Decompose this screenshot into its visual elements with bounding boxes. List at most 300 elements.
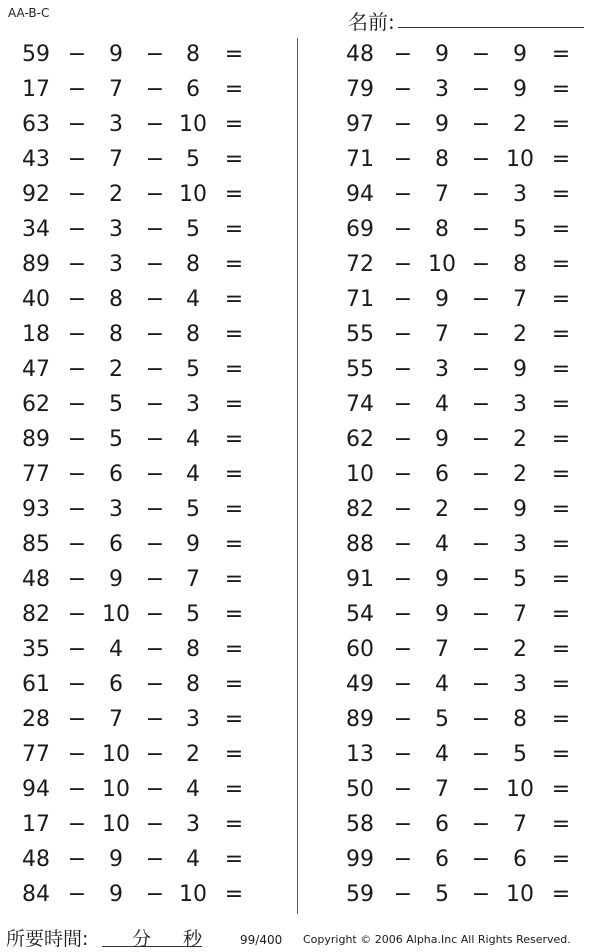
minuend: 58 bbox=[346, 812, 374, 837]
minus-sign: − bbox=[471, 567, 491, 592]
name-label: 名前: bbox=[348, 10, 395, 34]
first-subtrahend: 3 bbox=[109, 112, 123, 137]
first-subtrahend: 4 bbox=[435, 392, 449, 417]
minus-sign: − bbox=[67, 777, 87, 802]
minus-sign: − bbox=[393, 217, 413, 242]
second-subtrahend: 2 bbox=[513, 462, 527, 487]
problem-row bbox=[0, 178, 296, 213]
second-subtrahend: 10 bbox=[179, 882, 207, 907]
minus-sign: − bbox=[393, 637, 413, 662]
second-subtrahend: 9 bbox=[186, 532, 200, 557]
minus-sign: − bbox=[393, 392, 413, 417]
first-subtrahend: 9 bbox=[435, 567, 449, 592]
minus-sign: − bbox=[67, 287, 87, 312]
right-problem-column bbox=[300, 38, 600, 913]
minuend: 63 bbox=[22, 112, 50, 137]
first-subtrahend: 9 bbox=[435, 42, 449, 67]
first-subtrahend: 7 bbox=[109, 77, 123, 102]
equals-sign: = bbox=[551, 392, 571, 417]
second-subtrahend: 3 bbox=[513, 392, 527, 417]
minus-sign: − bbox=[145, 77, 165, 102]
minus-sign: − bbox=[67, 357, 87, 382]
minus-sign: − bbox=[145, 602, 165, 627]
minus-sign: − bbox=[393, 357, 413, 382]
problem-row bbox=[0, 38, 296, 73]
minuend: 48 bbox=[22, 567, 50, 592]
minus-sign: − bbox=[471, 217, 491, 242]
minus-sign: − bbox=[67, 462, 87, 487]
equals-sign: = bbox=[551, 742, 571, 767]
minuend: 43 bbox=[22, 147, 50, 172]
second-subtrahend: 2 bbox=[513, 427, 527, 452]
second-subtrahend: 9 bbox=[513, 357, 527, 382]
left-problem-column bbox=[0, 38, 296, 913]
problem-row bbox=[0, 388, 296, 423]
minus-sign: − bbox=[67, 602, 87, 627]
minus-sign: − bbox=[471, 77, 491, 102]
minus-sign: − bbox=[393, 182, 413, 207]
equals-sign: = bbox=[224, 532, 244, 557]
copyright-notice: Copyright © 2006 Alpha.Inc All Rights Reserved. bbox=[303, 933, 571, 946]
second-subtrahend: 4 bbox=[186, 287, 200, 312]
equals-sign: = bbox=[224, 637, 244, 662]
equals-sign: = bbox=[551, 672, 571, 697]
first-subtrahend: 9 bbox=[109, 847, 123, 872]
first-subtrahend: 2 bbox=[435, 497, 449, 522]
minuend: 94 bbox=[346, 182, 374, 207]
problem-row bbox=[300, 38, 600, 73]
minus-sign: − bbox=[67, 812, 87, 837]
first-subtrahend: 9 bbox=[435, 287, 449, 312]
minus-sign: − bbox=[145, 882, 165, 907]
first-subtrahend: 7 bbox=[109, 147, 123, 172]
first-subtrahend: 5 bbox=[109, 392, 123, 417]
equals-sign: = bbox=[224, 777, 244, 802]
footer bbox=[0, 920, 600, 952]
equals-sign: = bbox=[551, 847, 571, 872]
minus-sign: − bbox=[393, 427, 413, 452]
minus-sign: − bbox=[145, 567, 165, 592]
first-subtrahend: 6 bbox=[109, 462, 123, 487]
first-subtrahend: 5 bbox=[435, 882, 449, 907]
equals-sign: = bbox=[551, 882, 571, 907]
equals-sign: = bbox=[224, 707, 244, 732]
second-subtrahend: 5 bbox=[513, 217, 527, 242]
first-subtrahend: 6 bbox=[109, 532, 123, 557]
second-subtrahend: 3 bbox=[186, 707, 200, 732]
minus-sign: − bbox=[67, 147, 87, 172]
minus-sign: − bbox=[471, 182, 491, 207]
minus-sign: − bbox=[393, 742, 413, 767]
minus-sign: − bbox=[67, 42, 87, 67]
equals-sign: = bbox=[551, 182, 571, 207]
problem-row bbox=[0, 633, 296, 668]
problem-row bbox=[0, 528, 296, 563]
first-subtrahend: 7 bbox=[435, 637, 449, 662]
equals-sign: = bbox=[551, 77, 571, 102]
problem-row bbox=[0, 843, 296, 878]
minus-sign: − bbox=[145, 707, 165, 732]
equals-sign: = bbox=[551, 532, 571, 557]
problem-row bbox=[300, 248, 600, 283]
minus-sign: − bbox=[67, 252, 87, 277]
problem-row bbox=[0, 598, 296, 633]
minuend: 48 bbox=[22, 847, 50, 872]
first-subtrahend: 4 bbox=[435, 672, 449, 697]
problem-row bbox=[0, 738, 296, 773]
minuend: 62 bbox=[346, 427, 374, 452]
minuend: 91 bbox=[346, 567, 374, 592]
minuend: 99 bbox=[346, 847, 374, 872]
equals-sign: = bbox=[224, 497, 244, 522]
minuend: 47 bbox=[22, 357, 50, 382]
first-subtrahend: 3 bbox=[435, 77, 449, 102]
minuend: 85 bbox=[22, 532, 50, 557]
minus-sign: − bbox=[67, 427, 87, 452]
equals-sign: = bbox=[224, 217, 244, 242]
first-subtrahend: 4 bbox=[109, 637, 123, 662]
problem-row bbox=[0, 668, 296, 703]
first-subtrahend: 6 bbox=[109, 672, 123, 697]
minuend: 74 bbox=[346, 392, 374, 417]
second-subtrahend: 8 bbox=[513, 707, 527, 732]
equals-sign: = bbox=[551, 322, 571, 347]
minus-sign: − bbox=[393, 567, 413, 592]
first-subtrahend: 3 bbox=[109, 252, 123, 277]
second-subtrahend: 4 bbox=[186, 847, 200, 872]
problem-row bbox=[0, 878, 296, 913]
equals-sign: = bbox=[224, 77, 244, 102]
first-subtrahend: 5 bbox=[109, 427, 123, 452]
minuend: 72 bbox=[346, 252, 374, 277]
equals-sign: = bbox=[551, 287, 571, 312]
minus-sign: − bbox=[393, 532, 413, 557]
minuend: 77 bbox=[22, 742, 50, 767]
minuend: 10 bbox=[346, 462, 374, 487]
second-subtrahend: 7 bbox=[513, 287, 527, 312]
minuend: 50 bbox=[346, 777, 374, 802]
minus-sign: − bbox=[393, 322, 413, 347]
minuend: 55 bbox=[346, 322, 374, 347]
minus-sign: − bbox=[393, 147, 413, 172]
first-subtrahend: 10 bbox=[428, 252, 456, 277]
minus-sign: − bbox=[67, 322, 87, 347]
minuend: 49 bbox=[346, 672, 374, 697]
minus-sign: − bbox=[67, 182, 87, 207]
minuend: 48 bbox=[346, 42, 374, 67]
minuend: 82 bbox=[22, 602, 50, 627]
minus-sign: − bbox=[471, 462, 491, 487]
minus-sign: − bbox=[145, 357, 165, 382]
minus-sign: − bbox=[67, 882, 87, 907]
second-subtrahend: 6 bbox=[513, 847, 527, 872]
problem-row bbox=[300, 318, 600, 353]
first-subtrahend: 10 bbox=[102, 812, 130, 837]
equals-sign: = bbox=[551, 812, 571, 837]
minus-sign: − bbox=[393, 497, 413, 522]
first-subtrahend: 6 bbox=[435, 812, 449, 837]
minuend: 88 bbox=[346, 532, 374, 557]
second-subtrahend: 8 bbox=[186, 672, 200, 697]
problem-row bbox=[300, 598, 600, 633]
minus-sign: − bbox=[145, 777, 165, 802]
minus-sign: − bbox=[67, 707, 87, 732]
first-subtrahend: 2 bbox=[109, 357, 123, 382]
first-subtrahend: 9 bbox=[109, 882, 123, 907]
minus-sign: − bbox=[67, 567, 87, 592]
minus-sign: − bbox=[145, 812, 165, 837]
minus-sign: − bbox=[393, 602, 413, 627]
first-subtrahend: 9 bbox=[435, 112, 449, 137]
minus-sign: − bbox=[471, 497, 491, 522]
equals-sign: = bbox=[224, 567, 244, 592]
second-subtrahend: 2 bbox=[513, 637, 527, 662]
equals-sign: = bbox=[224, 602, 244, 627]
minus-sign: − bbox=[67, 742, 87, 767]
equals-sign: = bbox=[551, 112, 571, 137]
minus-sign: − bbox=[67, 392, 87, 417]
minus-sign: − bbox=[393, 287, 413, 312]
first-subtrahend: 7 bbox=[109, 707, 123, 732]
second-subtrahend: 7 bbox=[513, 602, 527, 627]
problem-row bbox=[300, 108, 600, 143]
minus-sign: − bbox=[67, 637, 87, 662]
first-subtrahend: 8 bbox=[435, 217, 449, 242]
minuend: 62 bbox=[22, 392, 50, 417]
column-divider bbox=[297, 38, 298, 914]
second-subtrahend: 3 bbox=[186, 812, 200, 837]
minuend: 60 bbox=[346, 637, 374, 662]
first-subtrahend: 10 bbox=[102, 777, 130, 802]
minus-sign: − bbox=[67, 77, 87, 102]
problem-row bbox=[0, 143, 296, 178]
minus-sign: − bbox=[393, 112, 413, 137]
second-subtrahend: 6 bbox=[186, 77, 200, 102]
second-subtrahend: 3 bbox=[513, 532, 527, 557]
minus-sign: − bbox=[471, 812, 491, 837]
minuend: 94 bbox=[22, 777, 50, 802]
minus-sign: − bbox=[145, 427, 165, 452]
problem-row bbox=[0, 773, 296, 808]
minus-sign: − bbox=[471, 112, 491, 137]
problem-row bbox=[0, 563, 296, 598]
second-subtrahend: 5 bbox=[186, 602, 200, 627]
minus-sign: − bbox=[393, 42, 413, 67]
problem-row bbox=[0, 108, 296, 143]
problem-row bbox=[300, 493, 600, 528]
first-subtrahend: 10 bbox=[102, 742, 130, 767]
problem-row bbox=[300, 458, 600, 493]
minuend: 93 bbox=[22, 497, 50, 522]
minus-sign: − bbox=[393, 672, 413, 697]
second-subtrahend: 3 bbox=[513, 182, 527, 207]
minus-sign: − bbox=[471, 322, 491, 347]
minus-sign: − bbox=[67, 847, 87, 872]
equals-sign: = bbox=[551, 462, 571, 487]
second-subtrahend: 4 bbox=[186, 777, 200, 802]
equals-sign: = bbox=[551, 707, 571, 732]
minus-sign: − bbox=[471, 742, 491, 767]
minuend: 40 bbox=[22, 287, 50, 312]
minus-sign: − bbox=[471, 707, 491, 732]
minus-sign: − bbox=[393, 462, 413, 487]
second-subtrahend: 5 bbox=[513, 567, 527, 592]
minus-sign: − bbox=[471, 392, 491, 417]
equals-sign: = bbox=[224, 462, 244, 487]
minutes-label: 分 bbox=[132, 928, 152, 950]
minus-sign: − bbox=[393, 707, 413, 732]
minus-sign: − bbox=[145, 147, 165, 172]
equals-sign: = bbox=[224, 252, 244, 277]
minuend: 55 bbox=[346, 357, 374, 382]
second-subtrahend: 7 bbox=[513, 812, 527, 837]
problem-row bbox=[300, 843, 600, 878]
problem-row bbox=[0, 808, 296, 843]
problem-row bbox=[300, 143, 600, 178]
second-subtrahend: 4 bbox=[186, 462, 200, 487]
equals-sign: = bbox=[224, 392, 244, 417]
minus-sign: − bbox=[471, 427, 491, 452]
minus-sign: − bbox=[67, 217, 87, 242]
minuend: 59 bbox=[346, 882, 374, 907]
seconds-label: 秒 bbox=[183, 928, 203, 950]
equals-sign: = bbox=[551, 357, 571, 382]
equals-sign: = bbox=[224, 812, 244, 837]
minuend: 71 bbox=[346, 287, 374, 312]
minus-sign: − bbox=[145, 217, 165, 242]
second-subtrahend: 5 bbox=[186, 147, 200, 172]
first-subtrahend: 8 bbox=[435, 147, 449, 172]
first-subtrahend: 8 bbox=[109, 287, 123, 312]
minuend: 84 bbox=[22, 882, 50, 907]
first-subtrahend: 3 bbox=[109, 217, 123, 242]
equals-sign: = bbox=[551, 777, 571, 802]
equals-sign: = bbox=[224, 672, 244, 697]
minus-sign: − bbox=[67, 672, 87, 697]
minus-sign: − bbox=[67, 112, 87, 137]
second-subtrahend: 10 bbox=[506, 147, 534, 172]
problem-row bbox=[300, 73, 600, 108]
second-subtrahend: 4 bbox=[186, 427, 200, 452]
problem-row bbox=[300, 633, 600, 668]
minuend: 34 bbox=[22, 217, 50, 242]
first-subtrahend: 7 bbox=[435, 777, 449, 802]
second-subtrahend: 8 bbox=[186, 252, 200, 277]
second-subtrahend: 10 bbox=[506, 882, 534, 907]
minuend: 82 bbox=[346, 497, 374, 522]
problem-row bbox=[0, 73, 296, 108]
minus-sign: − bbox=[145, 42, 165, 67]
first-subtrahend: 4 bbox=[435, 532, 449, 557]
first-subtrahend: 4 bbox=[435, 742, 449, 767]
problem-row bbox=[0, 248, 296, 283]
equals-sign: = bbox=[551, 602, 571, 627]
second-subtrahend: 5 bbox=[513, 742, 527, 767]
name-input-line[interactable] bbox=[398, 27, 584, 28]
equals-sign: = bbox=[551, 252, 571, 277]
equals-sign: = bbox=[551, 427, 571, 452]
second-subtrahend: 10 bbox=[506, 777, 534, 802]
second-subtrahend: 8 bbox=[186, 322, 200, 347]
minus-sign: − bbox=[471, 252, 491, 277]
first-subtrahend: 3 bbox=[435, 357, 449, 382]
second-subtrahend: 9 bbox=[513, 77, 527, 102]
minus-sign: − bbox=[471, 357, 491, 382]
minus-sign: − bbox=[393, 777, 413, 802]
problem-row bbox=[300, 808, 600, 843]
problem-row bbox=[0, 423, 296, 458]
problem-row bbox=[0, 353, 296, 388]
minus-sign: − bbox=[471, 847, 491, 872]
equals-sign: = bbox=[224, 427, 244, 452]
minus-sign: − bbox=[471, 42, 491, 67]
minus-sign: − bbox=[393, 77, 413, 102]
minus-sign: − bbox=[145, 392, 165, 417]
problem-row bbox=[300, 353, 600, 388]
first-subtrahend: 6 bbox=[435, 847, 449, 872]
first-subtrahend: 7 bbox=[435, 322, 449, 347]
minuend: 79 bbox=[346, 77, 374, 102]
equals-sign: = bbox=[224, 882, 244, 907]
problem-row bbox=[0, 493, 296, 528]
equals-sign: = bbox=[224, 847, 244, 872]
minus-sign: − bbox=[145, 182, 165, 207]
equals-sign: = bbox=[551, 567, 571, 592]
first-subtrahend: 9 bbox=[109, 567, 123, 592]
equals-sign: = bbox=[224, 322, 244, 347]
second-subtrahend: 3 bbox=[186, 392, 200, 417]
problem-row bbox=[0, 458, 296, 493]
minuend: 13 bbox=[346, 742, 374, 767]
first-subtrahend: 9 bbox=[109, 42, 123, 67]
problem-row bbox=[300, 738, 600, 773]
problem-row bbox=[300, 773, 600, 808]
equals-sign: = bbox=[224, 42, 244, 67]
minus-sign: − bbox=[471, 672, 491, 697]
second-subtrahend: 2 bbox=[186, 742, 200, 767]
equals-sign: = bbox=[551, 147, 571, 172]
second-subtrahend: 8 bbox=[513, 252, 527, 277]
problem-row bbox=[300, 423, 600, 458]
minuend: 28 bbox=[22, 707, 50, 732]
problem-row bbox=[0, 703, 296, 738]
first-subtrahend: 10 bbox=[102, 602, 130, 627]
equals-sign: = bbox=[224, 112, 244, 137]
minus-sign: − bbox=[393, 882, 413, 907]
page-number: 99/400 bbox=[240, 933, 283, 947]
first-subtrahend: 3 bbox=[109, 497, 123, 522]
second-subtrahend: 10 bbox=[179, 182, 207, 207]
minuend: 77 bbox=[22, 462, 50, 487]
problem-row bbox=[300, 703, 600, 738]
minuend: 59 bbox=[22, 42, 50, 67]
first-subtrahend: 8 bbox=[109, 322, 123, 347]
first-subtrahend: 2 bbox=[109, 182, 123, 207]
minus-sign: − bbox=[145, 847, 165, 872]
problem-row bbox=[300, 528, 600, 563]
minus-sign: − bbox=[145, 742, 165, 767]
minus-sign: − bbox=[145, 252, 165, 277]
problem-row bbox=[300, 563, 600, 598]
worksheet-code: AA-B-C bbox=[8, 6, 50, 20]
minus-sign: − bbox=[145, 112, 165, 137]
minus-sign: − bbox=[471, 147, 491, 172]
minuend: 17 bbox=[22, 77, 50, 102]
problem-row bbox=[300, 668, 600, 703]
first-subtrahend: 6 bbox=[435, 462, 449, 487]
equals-sign: = bbox=[224, 742, 244, 767]
equals-sign: = bbox=[224, 357, 244, 382]
